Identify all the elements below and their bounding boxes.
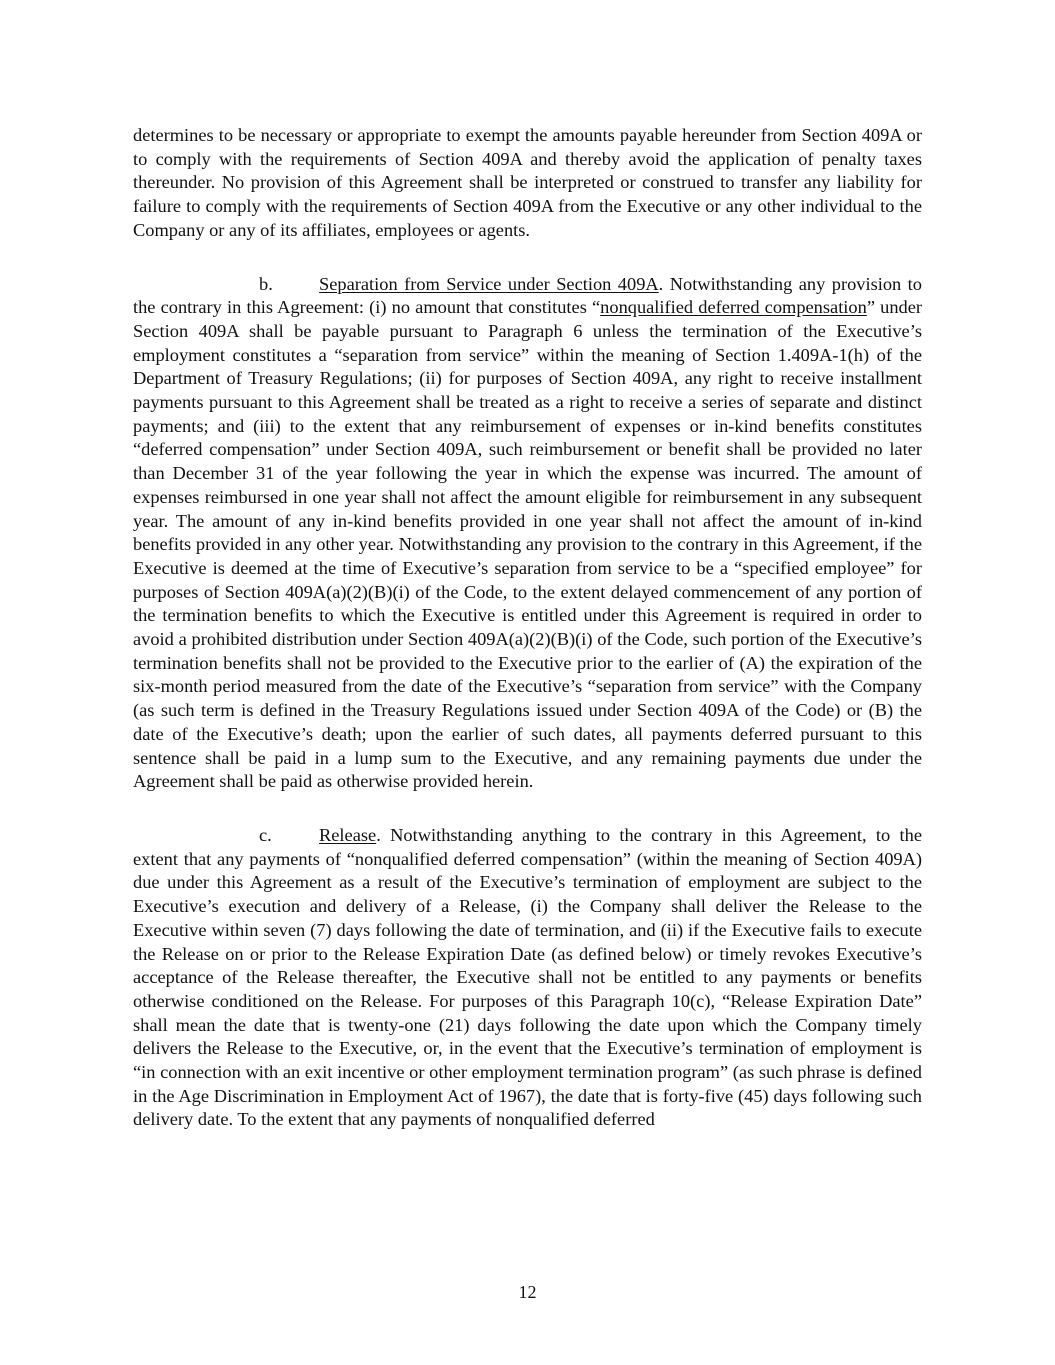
section-b-text-part-2: ” under Section 409A shall be payable pursuant to Paragraph 6 unless the termination of the Executive’s employment constitutes a “separation from service” within the meaning of Section 1.409A-1(h) of the Department of Treasury Regulations; (ii) for purposes of Section 409A, any right to receive installment payments pursuant to this Agreement shall be treated as a right to receive a series of separate and distinct payments; and (iii) to the extent that any reimbursement of expenses or in-kind benefits constitutes “deferred compensation” under Section 409A, such reimbursement or benefit shall be provided no later than December 31 of the year following the year in which the expense was incurred. The amount of expenses reimbursed in one year shall not affect the amount eligible for reimbursement in any subsequent year. The amount of any in-kind benefits provided in one year shall not affect the amount of in-kind benefits provided in any other year. Notwithstanding any provision to the contrary in this Agreement, if the Executive is deemed at the time of Executive’s separation from service to be a “specified employee” for purposes of Section 409A(a)(2)(B)(i) of the Code, to the extent delayed commencement of any portion of the termination benefits to which the Executive is entitled under this Agreement is required in order to avoid a prohibited distribution under Section 409A(a)(2)(B)(i) of the Code, such portion of the Executive’s termination benefits shall not be provided to the Executive prior to the earlier of (A) the expiration of the six-month period measured from the date of the Executive’s “separation from service” with the Company (as such term is defined in the Treasury Regulations issued under Section 409A of the Code) or (B) the date of the Executive’s death; upon the earlier of such dates, all payments deferred pursuant to this sentence shall be paid in a lump sum to the Executive, and any remaining payments due under the Agreement shall be paid as otherwise provided herein. [133,297,922,792]
section-c-heading: Release [319,824,377,845]
section-c-letter: c. [259,824,272,845]
section-b-text-part-1: . Notwithstanding any provision to the contrary in this Agreement: (i) no amount that constitutes “ [133,273,922,318]
section-b-letter: b. [259,273,273,294]
continuation-paragraph: determines to be necessary or appropriate to exempt the amounts payable hereunder from Section 409A or to comply with the requirements of Section 409A and thereby avoid the application of penalty taxes thereunder. No provision of this Agreement shall be interpreted or construed to transfer any liability for failure to comply with the requirements of Section 409A from the Executive or any other individual to the Company or any of its affiliates, employees or agents. [133,125,922,240]
section-c-text: . Notwithstanding anything to the contrary in this Agreement, to the extent that any payments of “nonqualified deferred compensation” (within the meaning of Section 409A) due under this Agreement as a result of the Executive’s termination of employment are subject to the Executive’s execution and delivery of a Release, (i) the Company shall deliver the Release to the Executive within seven (7) days following the date of termination, and (ii) if the Executive fails to execute the Release on or prior to the Release Expiration Date (as defined below) or timely revokes Executive’s acceptance of the Release thereafter, the Executive shall not be entitled to any payments or benefits otherwise conditioned on the Release. For purposes of this Paragraph 10(c), “Release Expiration Date” shall mean the date that is twenty-one (21) days following the date upon which the Company timely delivers the Release to the Executive, or, in the event that the Executive’s termination of employment is “in connection with an exit incentive or other employment termination program” (as such phrase is defined in the Age Discrimination in Employment Act of 1967), the date that is forty-five (45) days following such delivery date. To the extent that any payments of nonqualified deferred [133,824,922,1130]
document-page [133,124,922,1162]
page-number: 12 [518,1282,537,1302]
section-c-paragraph [133,824,922,1132]
section-b-underlined-term: nonqualified deferred compensation [600,297,867,318]
section-b-heading: Separation from Service under Section 409A [319,273,659,294]
section-b-paragraph [133,273,922,794]
